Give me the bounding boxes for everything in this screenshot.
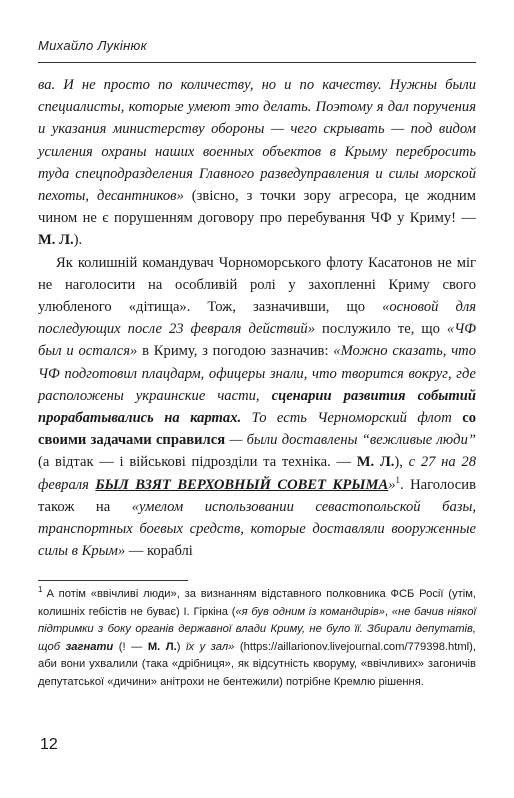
footnote-body: (! — [113, 640, 148, 653]
main-text [38, 74, 476, 562]
author-initials: М. Л. [147, 640, 177, 653]
footnote-quote: «я був одним із командирів» [235, 605, 385, 618]
author-initials: М. Л. [356, 454, 395, 471]
page-number: 12 [40, 736, 58, 753]
paragraph-1 [38, 74, 476, 252]
header-rule [38, 62, 476, 63]
footnote-body-link: (https://aillarionov.livejournal.com/779398.html), аби вони ухвалили (така «дрібниця», як відсутність кворуму, «ввічливих» загоничів депутатської «дичини» анітрохи не бентежили) потрібне Кремлю рішення. [38, 640, 476, 688]
quote-text: » [388, 476, 396, 493]
quote-text: «основой для последующих после 23 февраля действий» [38, 299, 476, 338]
paragraph-2 [38, 252, 476, 563]
body-text: ). [73, 232, 83, 249]
footnote-emphasis: загнати [65, 640, 114, 653]
emphasis-text: со своими задачами справился [38, 410, 476, 449]
footnote-quote: «не бачив ніякої підтримки з боку органів державної влади Криму, не було її. Збирали депутатів, щоб [38, 605, 477, 653]
body-text: . Наголосив також на [38, 476, 476, 515]
footnote-body: , [384, 605, 392, 618]
quote-text: ва. И не просто по количеству, но и по качеству. Нужны были специалисты, которые умеют это делать. Поэтому я дал поручения и указания министерству обороны — чего скрывать — под видом усиления охраны наших военных объектов в Крыму перебросить туда спецподразделения Главного разведуправления и силы морской пехоты, десантников» [38, 77, 476, 205]
body-text: ), [394, 454, 409, 471]
body-text: — кораблі [125, 543, 193, 560]
footnote-quote: їх у зал» [185, 640, 235, 653]
quote-text: «ЧФ был и остался» [38, 321, 476, 360]
quote-text: «Можно сказать, что ЧФ подготовил плацдарм, офицеры знали, что творится вокруг, где расположены украинские части, [38, 343, 476, 404]
author-initials: М. Л. [38, 232, 74, 249]
quote-text: «умелом использовании севастопольской базы, транспортных боевых средств, которые доставляли вооруженные силы в Крым» [38, 498, 476, 560]
body-text: (звісно, з точки зору агресора, це жодним чином не є порушенням договору про перебування ЧФ у Криму! — [38, 188, 476, 227]
footnote [38, 586, 476, 691]
footnote-number: 1 [38, 585, 43, 595]
footnote-rule [38, 580, 188, 581]
quote-text: То есть Черноморский флот [241, 410, 463, 427]
quote-text: с 27 на 28 февраля [38, 454, 476, 493]
underlined-emphasis: БЫЛ ВЗЯТ ВЕРХОВНЫЙ СОВЕТ КРЫМА [95, 476, 389, 493]
footnote-text [38, 586, 476, 691]
quote-text: — были доставлены “вежливые люди” [225, 432, 476, 449]
body-text: Як колишній командувач Чорноморського флоту Касатонов не міг не наголосити на особливій ролі у захопленні Криму свого улюбленого «дітища». Тож, зазначивши, що [38, 254, 476, 316]
footnote-marker[interactable]: 1 [395, 474, 400, 485]
running-header-author: Михайло Лукінюк [38, 38, 148, 53]
footnote-body: ) [176, 640, 186, 653]
body-text: (а відтак — і військові підрозділи та техніка. — [38, 454, 357, 471]
emphasis-text: сценарии развития событий прорабатывались на картах. [38, 387, 476, 427]
footnote-body: А потім «ввічливі люди», за визнанням відставного полковника ФСБ Росії (утім, колишніх гебістів не буває) І. Гіркіна ( [38, 588, 476, 618]
body-text: в Криму, з погодою зазначив: [137, 343, 334, 360]
body-text: послужило те, що [315, 321, 447, 338]
